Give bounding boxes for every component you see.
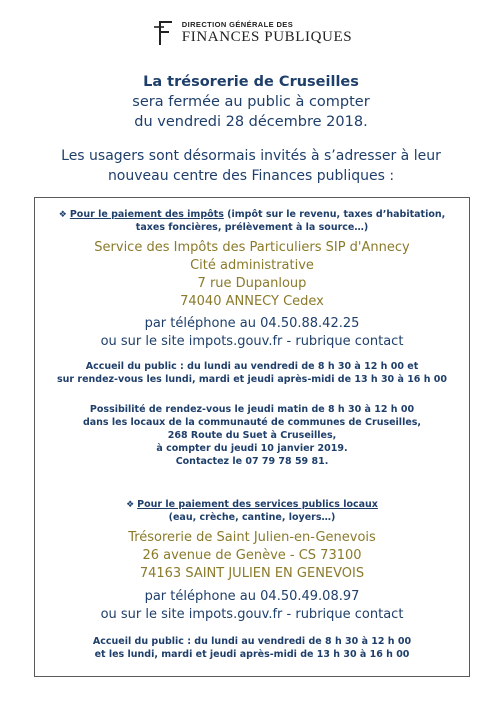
section2-office-line2: 26 avenue de Genève - CS 73100 <box>142 548 362 563</box>
closure-line3: du vendredi 28 décembre 2018. <box>134 114 368 130</box>
section2-phone: par téléphone au 04.50.49.08.97 <box>144 589 360 604</box>
section1-appointment-line1: Possibilité de rendez-vous le jeudi matin de 8 h 30 à 12 h 00 <box>89 404 415 415</box>
section2-subtitle: (eau, crèche, cantine, loyers…) <box>168 512 336 523</box>
closure-title: La trésorerie de Cruseilles <box>143 74 359 90</box>
info-box <box>34 197 470 677</box>
dgfip-logo-icon <box>150 18 176 48</box>
section2-hours-line1: Accueil du public : du lundi au vendredi de 8 h 30 à 12 h 00 <box>92 636 412 647</box>
section1-office-line3: 7 rue Dupanloup <box>197 276 307 291</box>
diamond-bullet-icon: ❖ <box>126 500 135 510</box>
org-line1: DIRECTION GÉNÉRALE DES <box>181 19 294 29</box>
section1-appointment-line2: dans les locaux de la communauté de communes de Cruseilles, <box>82 417 422 428</box>
section1-title-underlined: Pour le paiement des impôts <box>69 209 224 220</box>
section1-appointment-line5: Contactez le 07 79 78 59 81. <box>175 456 329 467</box>
closure-notice <box>0 72 502 132</box>
section2-hours-line2: et les lundi, mardi et jeudi après-midi de 13 h 30 à 16 h 00 <box>94 649 410 660</box>
redirect-notice <box>0 146 502 186</box>
section1-office-line1: Service des Impôts des Particuliers SIP d'Annecy <box>94 240 410 255</box>
section1-hours-line1: Accueil du public : du lundi au vendredi de 8 h 30 à 12 h 00 et <box>85 361 419 372</box>
section1-appointment-line3: 268 Route du Suet à Cruseilles, <box>167 430 337 441</box>
section1-web: ou sur le site impots.gouv.fr - rubrique contact <box>100 334 404 349</box>
section2-web: ou sur le site impots.gouv.fr - rubrique contact <box>100 607 404 622</box>
section1-office-line4: 74040 ANNECY Cedex <box>180 294 324 309</box>
redirect-line1: Les usagers sont désormais invités à s’adresser à leur <box>61 148 441 164</box>
section2-office-line3: 74163 SAINT JULIEN EN GENEVOIS <box>139 566 365 581</box>
section2-title <box>35 498 469 512</box>
section1-phone: par téléphone au 04.50.88.42.25 <box>144 316 360 331</box>
section1-office-line2: Cité administrative <box>190 258 314 273</box>
diamond-bullet-icon: ❖ <box>58 210 67 220</box>
org-line2: FINANCES PUBLIQUES <box>181 29 353 46</box>
section1-subtitle: taxes foncières, prélèvement à la source…) <box>135 222 369 233</box>
redirect-line2: nouveau centre des Finances publiques : <box>107 168 395 184</box>
section1-title-rest: (impôt sur le revenu, taxes d’habitation, <box>223 209 446 220</box>
section2-office-line1: Trésorerie de Saint Julien-en-Genevois <box>128 530 376 545</box>
closure-line2: sera fermée au public à compter <box>132 94 370 110</box>
dgfip-header <box>0 18 502 48</box>
section1-appointment-line4: à compter du jeudi 10 janvier 2019. <box>156 443 348 454</box>
section1-hours-line2: sur rendez-vous les lundi, mardi et jeudi après-midi de 13 h 30 à 16 h 00 <box>56 374 448 385</box>
section2-title-underlined: Pour le paiement des services publics locaux <box>137 499 378 510</box>
section1-title <box>35 208 469 222</box>
dgfip-wordmark <box>182 21 352 46</box>
